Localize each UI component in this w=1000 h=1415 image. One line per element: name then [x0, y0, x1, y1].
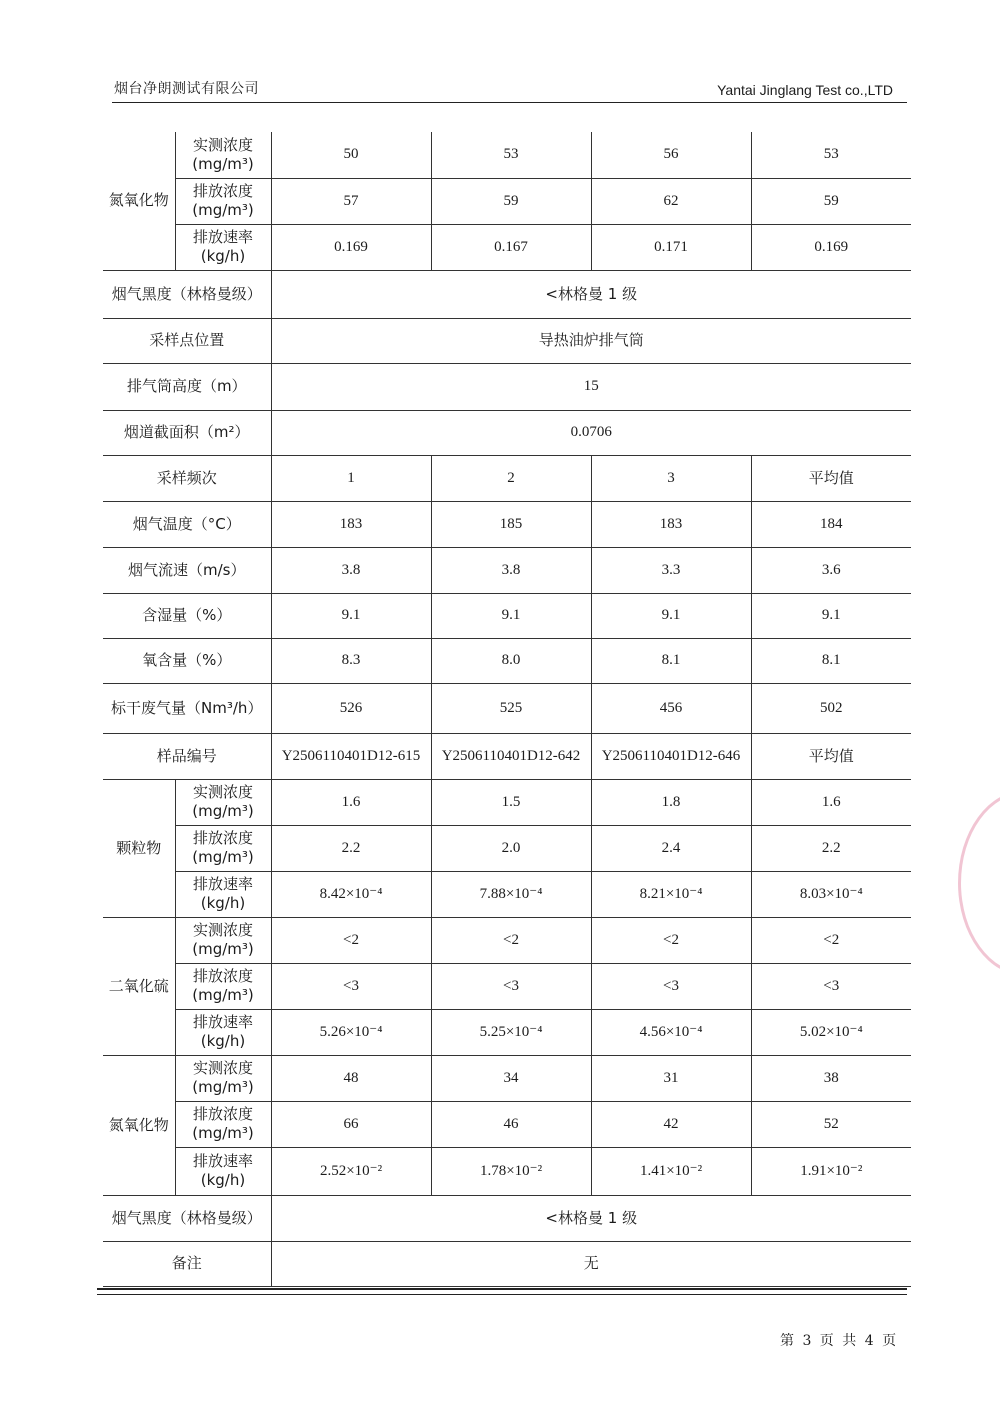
- value-cell: 66: [271, 1101, 431, 1147]
- value-cell: 15: [271, 363, 911, 410]
- gas-temperature-row: [103, 501, 911, 547]
- company-name-en: Yantai Jinglang Test co.,LTD: [717, 82, 893, 98]
- value-cell: 46: [431, 1101, 591, 1147]
- row-label: 烟气黑度（林格曼级）: [103, 1195, 271, 1241]
- oxygen-row: [103, 638, 911, 683]
- row-label: 备注: [103, 1241, 271, 1286]
- value-cell: 3.8: [271, 547, 431, 593]
- value-cell: <林格曼 1 级: [271, 270, 911, 318]
- value-cell: 导热油炉排气筒: [271, 318, 911, 363]
- value-cell: 2: [431, 455, 591, 501]
- value-cell: 38: [751, 1055, 911, 1101]
- value-cell: 53: [431, 132, 591, 178]
- value-cell: 502: [751, 683, 911, 733]
- particulate-rate-row: [103, 871, 911, 917]
- emission-test-table: [103, 132, 911, 1287]
- row-label: 采样点位置: [103, 318, 271, 363]
- row-label: 实测浓度(mg/m³): [175, 1055, 271, 1101]
- value-cell: 8.1: [591, 638, 751, 683]
- blackness-bottom-row: [103, 1195, 911, 1241]
- flue-area-row: [103, 410, 911, 455]
- value-cell: 0.169: [751, 224, 911, 270]
- value-cell: 185: [431, 501, 591, 547]
- value-cell: 无: [271, 1241, 911, 1286]
- nox-bottom-rate-row: [103, 1147, 911, 1195]
- particulate-measured-row: [103, 779, 911, 825]
- value-cell: 8.1: [751, 638, 911, 683]
- value-cell: 8.3: [271, 638, 431, 683]
- value-cell: 1.5: [431, 779, 591, 825]
- value-cell: 3.8: [431, 547, 591, 593]
- value-cell: 184: [751, 501, 911, 547]
- value-cell: 9.1: [431, 593, 591, 638]
- value-cell: 42: [591, 1101, 751, 1147]
- so2-group-label: 二氧化硫: [103, 917, 175, 1055]
- value-cell: 0.0706: [271, 410, 911, 455]
- value-cell: 31: [591, 1055, 751, 1101]
- value-cell: 1.78×10⁻²: [431, 1147, 591, 1195]
- value-cell: <2: [271, 917, 431, 963]
- value-cell: <2: [751, 917, 911, 963]
- value-cell: 3.6: [751, 547, 911, 593]
- blackness-top-row: [103, 270, 911, 318]
- value-cell: 59: [431, 178, 591, 224]
- row-label: 排放速率(kg/h): [175, 871, 271, 917]
- value-cell: <3: [271, 963, 431, 1009]
- value-cell: <3: [751, 963, 911, 1009]
- company-name-cn: 烟台净朗测试有限公司: [114, 81, 259, 97]
- value-cell: 5.26×10⁻⁴: [271, 1009, 431, 1055]
- nox-top-emission-row: [103, 178, 911, 224]
- row-label: 实测浓度(mg/m³): [175, 779, 271, 825]
- value-cell: 1.6: [271, 779, 431, 825]
- table-bottom-rule: [97, 1288, 907, 1295]
- company-seal-stamp: [958, 790, 1000, 976]
- value-cell: <林格曼 1 级: [271, 1195, 911, 1241]
- value-cell: 平均值: [751, 733, 911, 779]
- row-label: 烟气温度（°C）: [103, 501, 271, 547]
- nox-top-rate-row: [103, 224, 911, 270]
- value-cell: 1.91×10⁻²: [751, 1147, 911, 1195]
- value-cell: 0.169: [271, 224, 431, 270]
- row-label: 标干废气量（Nm³/h）: [103, 683, 271, 733]
- row-label: 实测浓度(mg/m³): [175, 917, 271, 963]
- sample-id-row: [103, 733, 911, 779]
- dry-gas-flow-row: [103, 683, 911, 733]
- row-label: 氧含量（%）: [103, 638, 271, 683]
- value-cell: 62: [591, 178, 751, 224]
- particulate-emission-row: [103, 825, 911, 871]
- row-label: 排放速率(kg/h): [175, 1009, 271, 1055]
- value-cell: 8.0: [431, 638, 591, 683]
- value-cell: 8.21×10⁻⁴: [591, 871, 751, 917]
- value-cell: 1: [271, 455, 431, 501]
- value-cell: 0.167: [431, 224, 591, 270]
- sampling-point-row: [103, 318, 911, 363]
- row-label: 排放浓度(mg/m³): [175, 963, 271, 1009]
- value-cell: 0.171: [591, 224, 751, 270]
- nox-bottom-emission-row: [103, 1101, 911, 1147]
- value-cell: 5.02×10⁻⁴: [751, 1009, 911, 1055]
- remark-row: [103, 1241, 911, 1286]
- nox-bottom-group-label: 氮氧化物: [103, 1055, 175, 1195]
- nox-top-group-label: 氮氧化物: [103, 132, 175, 270]
- value-cell: 7.88×10⁻⁴: [431, 871, 591, 917]
- value-cell: 2.2: [751, 825, 911, 871]
- page-number: 第 3 页 共 4 页: [780, 1333, 897, 1349]
- value-cell: 525: [431, 683, 591, 733]
- value-cell: 1.6: [751, 779, 911, 825]
- value-cell: 183: [591, 501, 751, 547]
- value-cell: 2.2: [271, 825, 431, 871]
- so2-rate-row: [103, 1009, 911, 1055]
- value-cell: 526: [271, 683, 431, 733]
- so2-emission-row: [103, 963, 911, 1009]
- value-cell: 3: [591, 455, 751, 501]
- row-label: 排气筒高度（m）: [103, 363, 271, 410]
- value-cell: 2.4: [591, 825, 751, 871]
- value-cell: 56: [591, 132, 751, 178]
- sample-id-cell: Y2506110401D12-646: [591, 733, 751, 779]
- value-cell: 2.52×10⁻²: [271, 1147, 431, 1195]
- sampling-frequency-row: [103, 455, 911, 501]
- row-label: 采样频次: [103, 455, 271, 501]
- nox-bottom-measured-row: [103, 1055, 911, 1101]
- value-cell: 34: [431, 1055, 591, 1101]
- so2-measured-row: [103, 917, 911, 963]
- row-label: 排放速率(kg/h): [175, 224, 271, 270]
- value-cell: 3.3: [591, 547, 751, 593]
- gas-velocity-row: [103, 547, 911, 593]
- value-cell: 8.42×10⁻⁴: [271, 871, 431, 917]
- value-cell: 456: [591, 683, 751, 733]
- value-cell: 4.56×10⁻⁴: [591, 1009, 751, 1055]
- value-cell: <3: [591, 963, 751, 1009]
- value-cell: 48: [271, 1055, 431, 1101]
- row-label: 实测浓度(mg/m³): [175, 132, 271, 178]
- particulate-group-label: 颗粒物: [103, 779, 175, 917]
- value-cell: 50: [271, 132, 431, 178]
- value-cell: <2: [591, 917, 751, 963]
- value-cell: 8.03×10⁻⁴: [751, 871, 911, 917]
- row-label: 排放速率(kg/h): [175, 1147, 271, 1195]
- stack-height-row: [103, 363, 911, 410]
- value-cell: 57: [271, 178, 431, 224]
- value-cell: 平均值: [751, 455, 911, 501]
- value-cell: 1.8: [591, 779, 751, 825]
- value-cell: 53: [751, 132, 911, 178]
- row-label: 烟气黑度（林格曼级）: [103, 270, 271, 318]
- page-header: [112, 78, 907, 103]
- value-cell: <2: [431, 917, 591, 963]
- value-cell: 5.25×10⁻⁴: [431, 1009, 591, 1055]
- sample-id-cell: Y2506110401D12-642: [431, 733, 591, 779]
- sample-id-cell: Y2506110401D12-615: [271, 733, 431, 779]
- row-label: 排放浓度(mg/m³): [175, 825, 271, 871]
- value-cell: 59: [751, 178, 911, 224]
- value-cell: <3: [431, 963, 591, 1009]
- row-label: 排放浓度(mg/m³): [175, 1101, 271, 1147]
- value-cell: 9.1: [271, 593, 431, 638]
- moisture-row: [103, 593, 911, 638]
- value-cell: 2.0: [431, 825, 591, 871]
- row-label: 含湿量（%）: [103, 593, 271, 638]
- row-label: 烟气流速（m/s）: [103, 547, 271, 593]
- value-cell: 52: [751, 1101, 911, 1147]
- row-label: 烟道截面积（m²）: [103, 410, 271, 455]
- value-cell: 9.1: [751, 593, 911, 638]
- value-cell: 183: [271, 501, 431, 547]
- value-cell: 1.41×10⁻²: [591, 1147, 751, 1195]
- row-label: 样品编号: [103, 733, 271, 779]
- row-label: 排放浓度(mg/m³): [175, 178, 271, 224]
- value-cell: 9.1: [591, 593, 751, 638]
- nox-top-measured-row: [103, 132, 911, 178]
